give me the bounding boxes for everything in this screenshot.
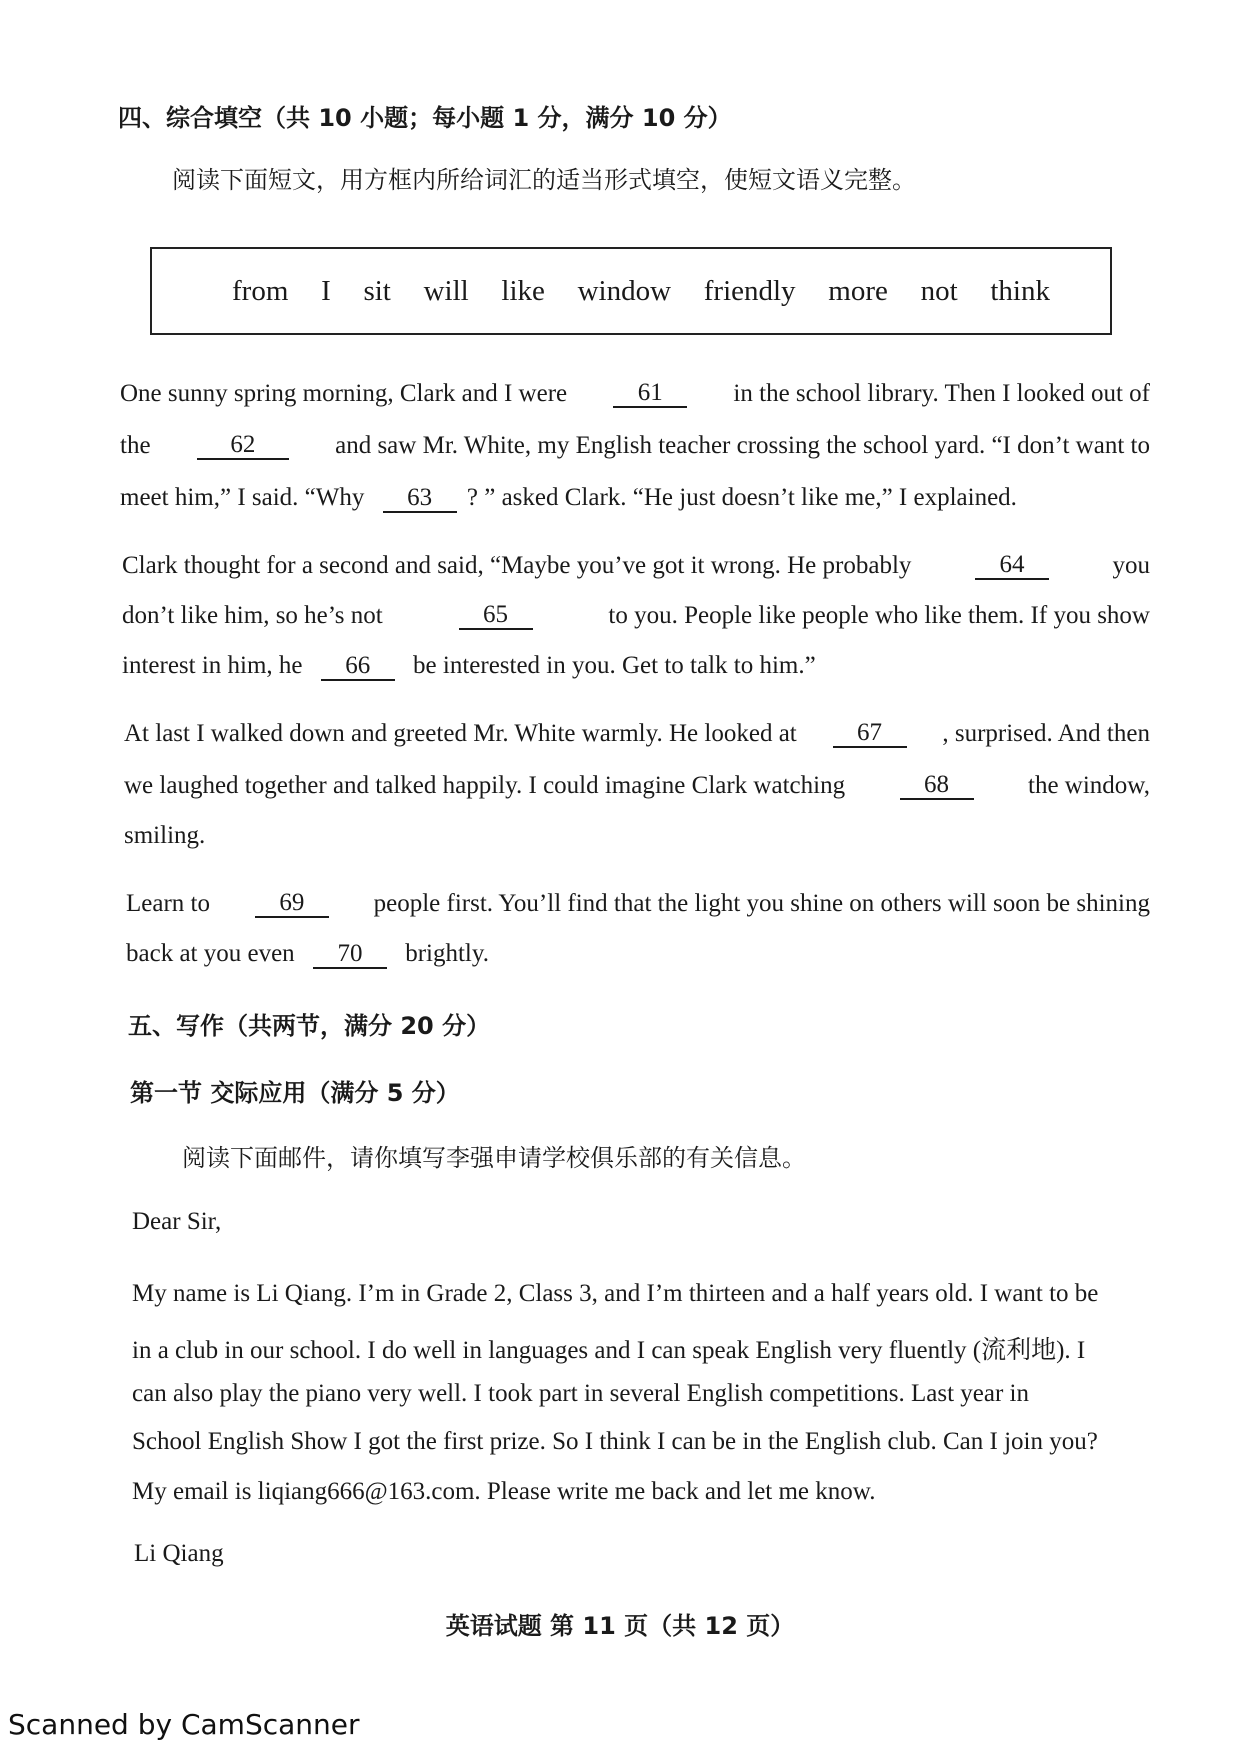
passage-line	[120, 484, 1017, 513]
blank-64[interactable]: 64	[975, 552, 1049, 580]
blank-70[interactable]: 70	[313, 941, 387, 969]
word-item: window	[577, 275, 672, 307]
passage-line	[122, 552, 1150, 580]
section-4-instruction: 阅读下面短文，用方框内所给词汇的适当形式填空，使短文语义完整。	[172, 166, 916, 194]
passage-line	[122, 652, 816, 681]
passage-line	[126, 890, 1150, 918]
passage-line	[126, 940, 489, 969]
passage-line	[124, 720, 1150, 748]
passage-text: we laughed together and talked happily. I could imagine Clark watching	[124, 772, 846, 799]
word-item: will	[423, 275, 469, 307]
passage-text: One sunny spring morning, Clark and I were	[120, 380, 568, 407]
letter-signature: Li Qiang	[134, 1540, 224, 1567]
passage-line	[122, 602, 1150, 630]
section-5-part-1-title: 第一节 交际应用（满分 5 分）	[130, 1079, 460, 1107]
passage-text: don’t like him, so he’s not	[122, 602, 383, 629]
passage-text: and saw Mr. White, my English teacher crossing the school yard. “I don’t want to	[335, 432, 1150, 459]
passage-text: to you. People like people who like them. If you show	[608, 602, 1150, 629]
passage-text: meet him,” I said. “Why	[120, 484, 365, 511]
word-item: friendly	[703, 275, 796, 307]
passage-text: interest in him, he	[122, 652, 303, 679]
letter-greeting: Dear Sir,	[132, 1208, 222, 1235]
word-item: sit	[363, 275, 391, 307]
passage-text: be interested in you. Get to talk to him.”	[413, 652, 816, 679]
section-4-title: 四、综合填空（共 10 小题；每小题 1 分，满分 10 分）	[118, 104, 732, 132]
word-item: I	[321, 275, 331, 307]
passage-text: in the school library. Then I looked out of	[733, 380, 1150, 407]
letter-line: My email is liqiang666@163.com. Please write me back and let me know.	[132, 1478, 876, 1505]
blank-68[interactable]: 68	[900, 772, 974, 800]
page-footer: 英语试题 第 11 页（共 12 页）	[445, 1612, 795, 1640]
passage-line	[124, 822, 205, 850]
passage-text: , surprised. And then	[942, 720, 1150, 747]
blank-62[interactable]: 62	[197, 432, 289, 460]
letter-line: My name is Li Qiang. I’m in Grade 2, Class 3, and I’m thirteen and a half years old. I want to be	[132, 1280, 1099, 1307]
section-5-instruction: 阅读下面邮件，请你填写李强申请学校俱乐部的有关信息。	[182, 1144, 806, 1172]
word-box	[150, 247, 1112, 335]
blank-61[interactable]: 61	[613, 380, 687, 408]
letter-line: in a club in our school. I do well in languages and I can speak English very fluently (流利地). I	[132, 1337, 1086, 1364]
blank-63[interactable]: 63	[383, 485, 457, 513]
blank-66[interactable]: 66	[321, 653, 395, 681]
passage-text: smiling.	[124, 822, 206, 849]
passage-text: the	[120, 432, 151, 459]
passage-line	[120, 380, 1150, 408]
passage-text: you	[1112, 552, 1150, 579]
passage-text: people first. You’ll find that the light you shine on others will soon be shining	[373, 890, 1150, 917]
passage-text: brightly.	[405, 940, 489, 967]
word-item: not	[920, 275, 958, 307]
section-5-title: 五、写作（共两节，满分 20 分）	[128, 1012, 491, 1040]
scanner-watermark: Scanned by CamScanner	[8, 1708, 360, 1741]
passage-text: At last I walked down and greeted Mr. White warmly. He looked at	[124, 720, 797, 747]
blank-65[interactable]: 65	[459, 602, 533, 630]
word-list	[232, 275, 1050, 308]
letter-line: can also play the piano very well. I took part in several English competitions. Last year in	[132, 1380, 1029, 1407]
letter-line: School English Show I got the first prize. So I think I can be in the English club. Can I join you?	[132, 1428, 1098, 1455]
passage-text: the window,	[1028, 772, 1150, 799]
blank-69[interactable]: 69	[255, 890, 329, 918]
word-item: from	[232, 275, 289, 307]
word-item: think	[990, 275, 1050, 307]
word-item: more	[828, 275, 888, 307]
passage-text: ? ” asked Clark. “He just doesn’t like me,” I explained.	[466, 484, 1017, 511]
passage-text: back at you even	[126, 940, 295, 967]
passage-text: Clark thought for a second and said, “Maybe you’ve got it wrong. He probably	[122, 552, 912, 579]
word-item: like	[501, 275, 545, 307]
passage-text: Learn to	[126, 890, 210, 917]
passage-line	[124, 772, 1150, 800]
blank-67[interactable]: 67	[833, 720, 907, 748]
passage-line	[120, 432, 1150, 460]
